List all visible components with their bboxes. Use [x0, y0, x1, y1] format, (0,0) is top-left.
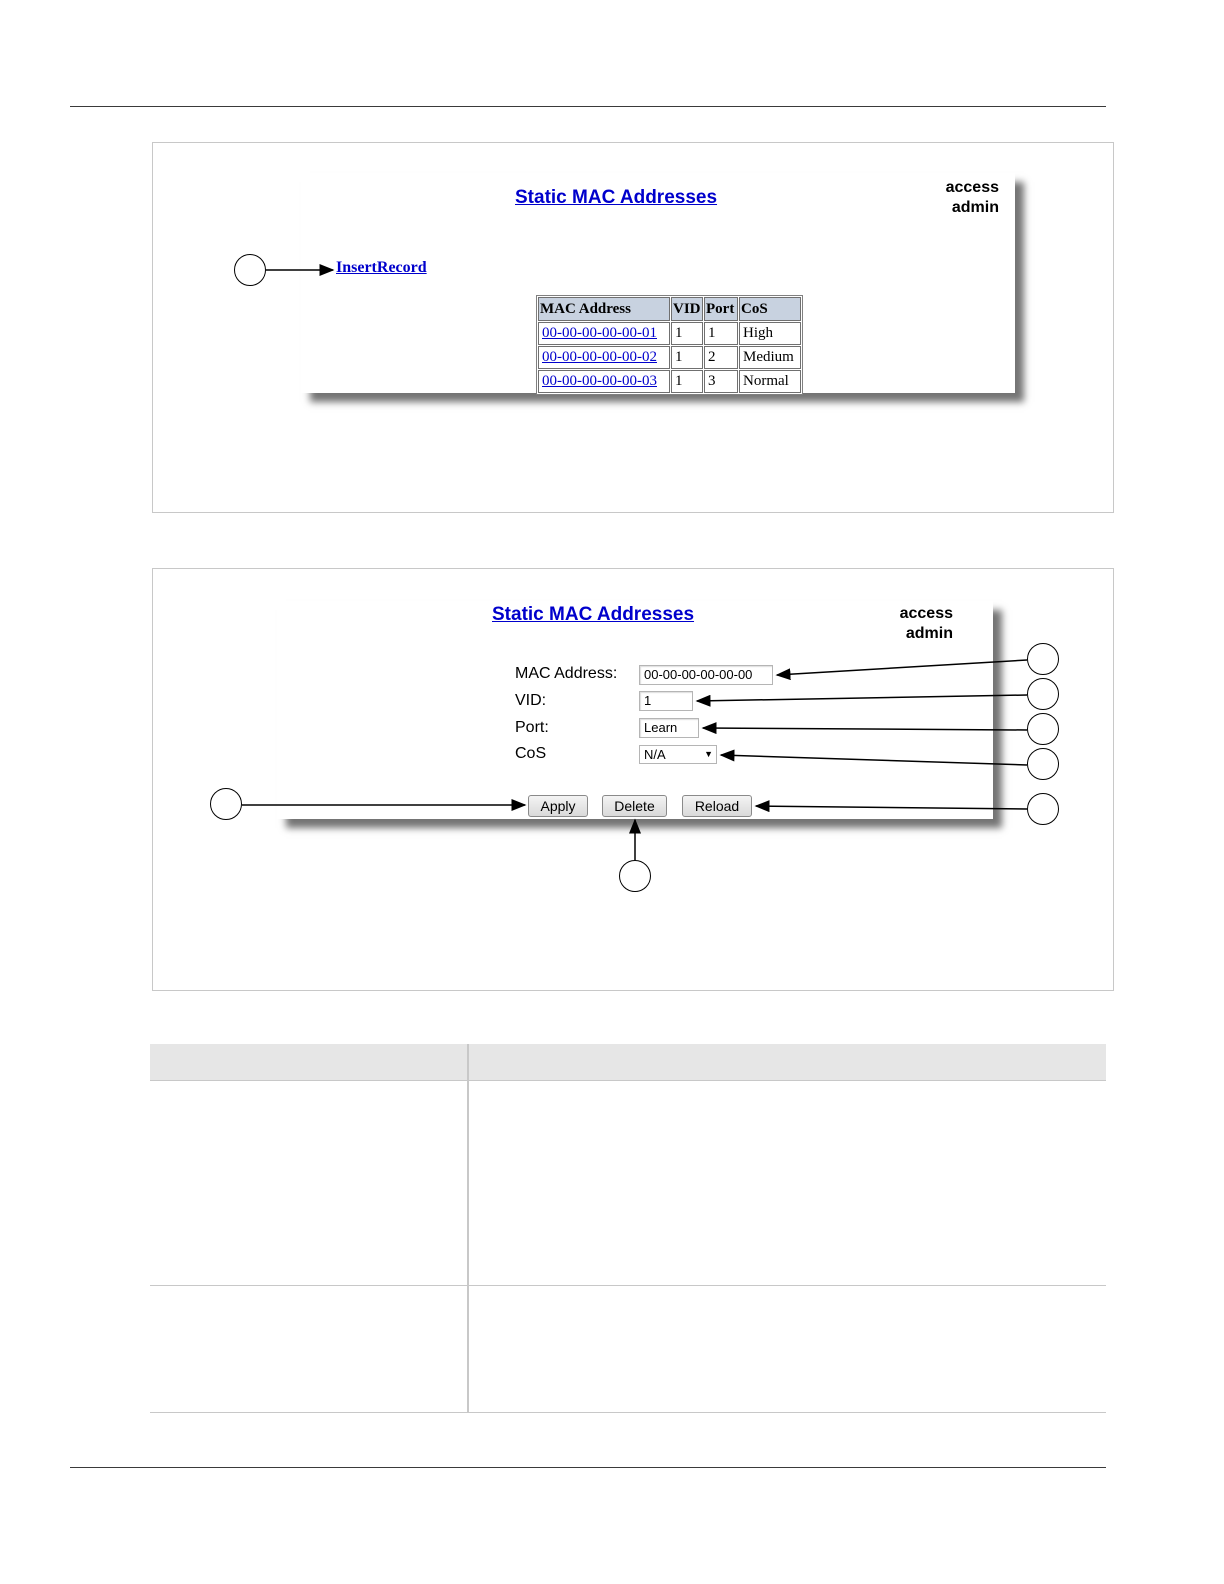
footer-rule — [70, 1467, 1106, 1468]
access-label: access — [945, 179, 999, 196]
access-user: admin — [905, 625, 953, 642]
port-cell: 2 — [704, 346, 738, 369]
delete-button[interactable]: Delete — [602, 795, 667, 817]
port-field[interactable]: Learn — [639, 718, 699, 738]
port-cell: 3 — [704, 370, 738, 393]
mac-address-field[interactable]: 00-00-00-00-00-00 — [639, 665, 773, 685]
parameter-table-row-divider — [150, 1412, 1106, 1413]
figure-static-mac-table — [152, 142, 1114, 513]
mac-link[interactable]: 00-00-00-00-00-01 — [542, 325, 657, 341]
vid-field[interactable]: 1 — [639, 691, 693, 711]
vid-cell: 1 — [671, 346, 703, 369]
page-title[interactable]: Static MAC Addresses — [515, 187, 718, 208]
vid-label: VID: — [515, 692, 547, 709]
parameter-table-header — [150, 1044, 1106, 1080]
parameter-table-column-divider — [467, 1044, 469, 1413]
cos-cell: Normal — [739, 370, 801, 393]
parameter-table-row-divider — [150, 1285, 1106, 1286]
apply-button[interactable]: Apply — [528, 795, 588, 817]
access-label: access — [899, 605, 953, 622]
parameter-table-row-divider — [150, 1080, 1106, 1081]
insert-record-link[interactable]: InsertRecord — [336, 259, 427, 276]
vid-cell: 1 — [671, 370, 703, 393]
mac-link[interactable]: 00-00-00-00-00-02 — [542, 349, 657, 365]
port-cell: 1 — [704, 322, 738, 345]
access-user: admin — [951, 199, 999, 216]
mac-link[interactable]: 00-00-00-00-00-03 — [542, 373, 657, 389]
cos-label: CoS — [515, 745, 547, 762]
header-rule — [70, 106, 1106, 107]
col-port: Port — [704, 297, 738, 321]
cos-cell: Medium — [739, 346, 801, 369]
chevron-down-icon: ▼ — [704, 749, 713, 759]
cos-cell: High — [739, 322, 801, 345]
vid-cell: 1 — [671, 322, 703, 345]
page-title[interactable]: Static MAC Addresses — [492, 604, 695, 625]
callout-arrows — [153, 569, 1115, 992]
col-vid: VID — [671, 297, 703, 321]
port-label: Port: — [515, 719, 549, 736]
reload-button[interactable]: Reload — [682, 795, 752, 817]
callout-arrow-insert — [153, 143, 1115, 514]
col-mac-address: MAC Address — [538, 297, 670, 321]
col-cos: CoS — [739, 297, 801, 321]
mac-address-label: MAC Address: — [515, 665, 618, 682]
figure-static-mac-form — [152, 568, 1114, 991]
cos-select-value: N/A — [644, 747, 666, 762]
